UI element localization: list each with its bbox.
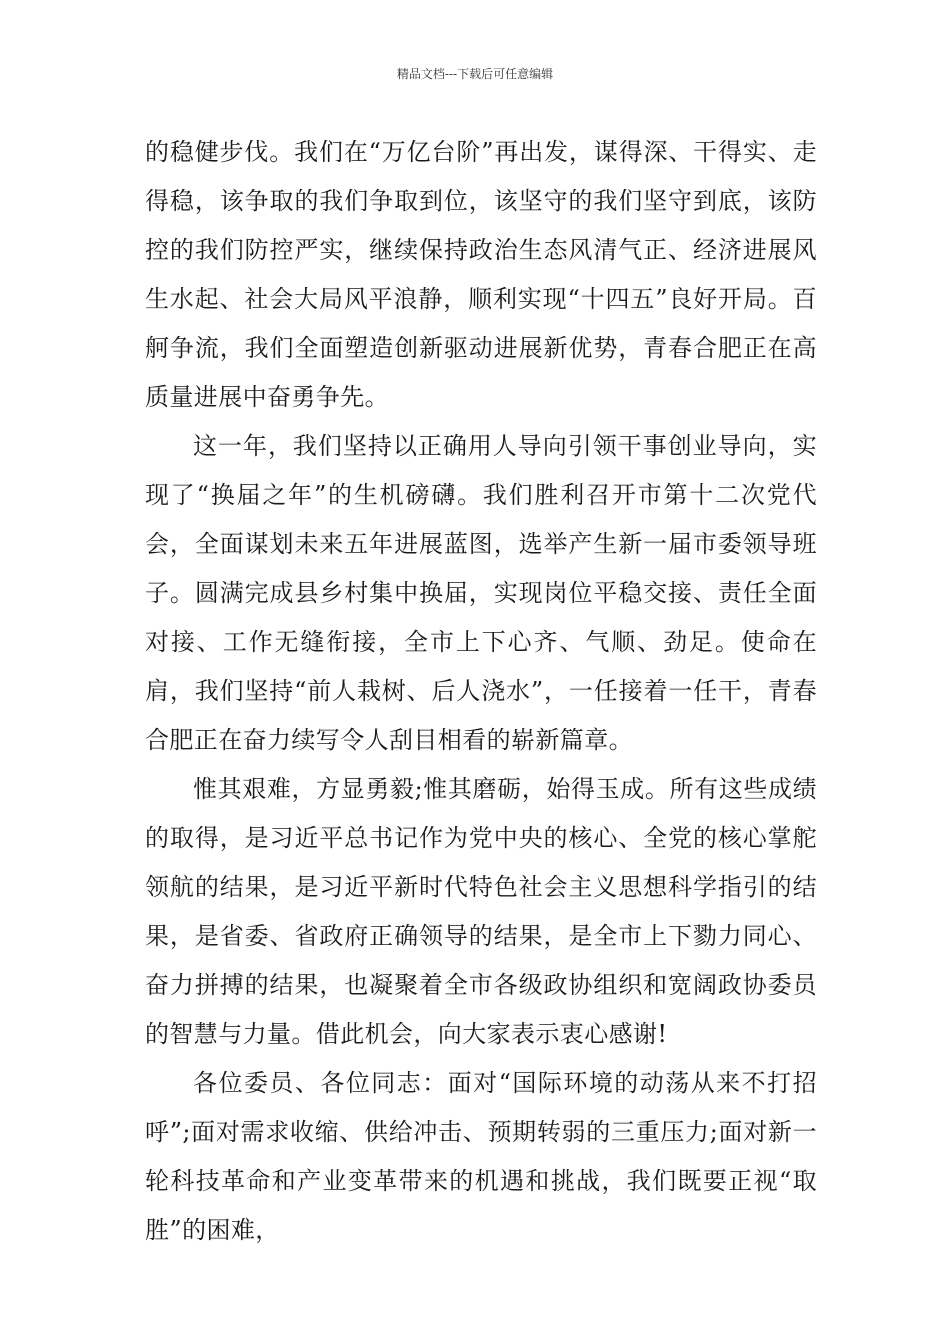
paragraph-continuation: 的稳健步伐。我们在“万亿台阶”再出发，谋得深、干得实、走得稳，该争取的我们争取到位，该坚守的我们坚守到底，该防控的我们防控严实，继续保持政治生态风清气正、经济进展风生水起、社会大局风平浪静，顺利实现“十四五”良好开局。百舸争流，我们全面塑造创新驱动进展新优势，青春合肥正在高质量进展中奋勇争先。 [145,138,817,411]
page-header: 精品文档---下载后可任意编辑 [396,67,554,81]
paragraph-achievements: 惟其艰难，方显勇毅;惟其磨砺，始得玉成。所有这些成绩的取得，是习近平总书记作为党中央的核心、全党的核心掌舵领航的结果，是习近平新时代特色社会主义思想科学指引的结果，是省委、省政府正确领导的结果，是全市上下勠力同心、奋力拼搏的结果，也凝聚着全市各级政协组织和宽阔政协委员的智慧与力量。借此机会，向大家表示衷心感谢! [145,775,817,1048]
paragraph-challenges: 各位委员、各位同志：面对“国际环境的动荡从来不打招呼”;面对需求收缩、供给冲击、预期转弱的三重压力;面对新一轮科技革命和产业变革带来的机遇和挑战，我们既要正视“取胜”的困难， [145,1069,817,1244]
paragraph-election-year: 这一年，我们坚持以正确用人导向引领干事创业导向，实现了“换届之年”的生机磅礴。我们胜利召开市第十二次党代会，全面谋划未来五年进展蓝图，选举产生新一届市委领导班子。圆满完成县乡村集中换届，实现岗位平稳交接、责任全面对接、工作无缝衔接，全市上下心齐、气顺、劲足。使命在肩，我们坚持“前人栽树、后人浇水”，一任接着一任干，青春合肥正在奋力续写令人刮目相看的崭新篇章。 [145,432,817,754]
document-body [145,128,817,1255]
